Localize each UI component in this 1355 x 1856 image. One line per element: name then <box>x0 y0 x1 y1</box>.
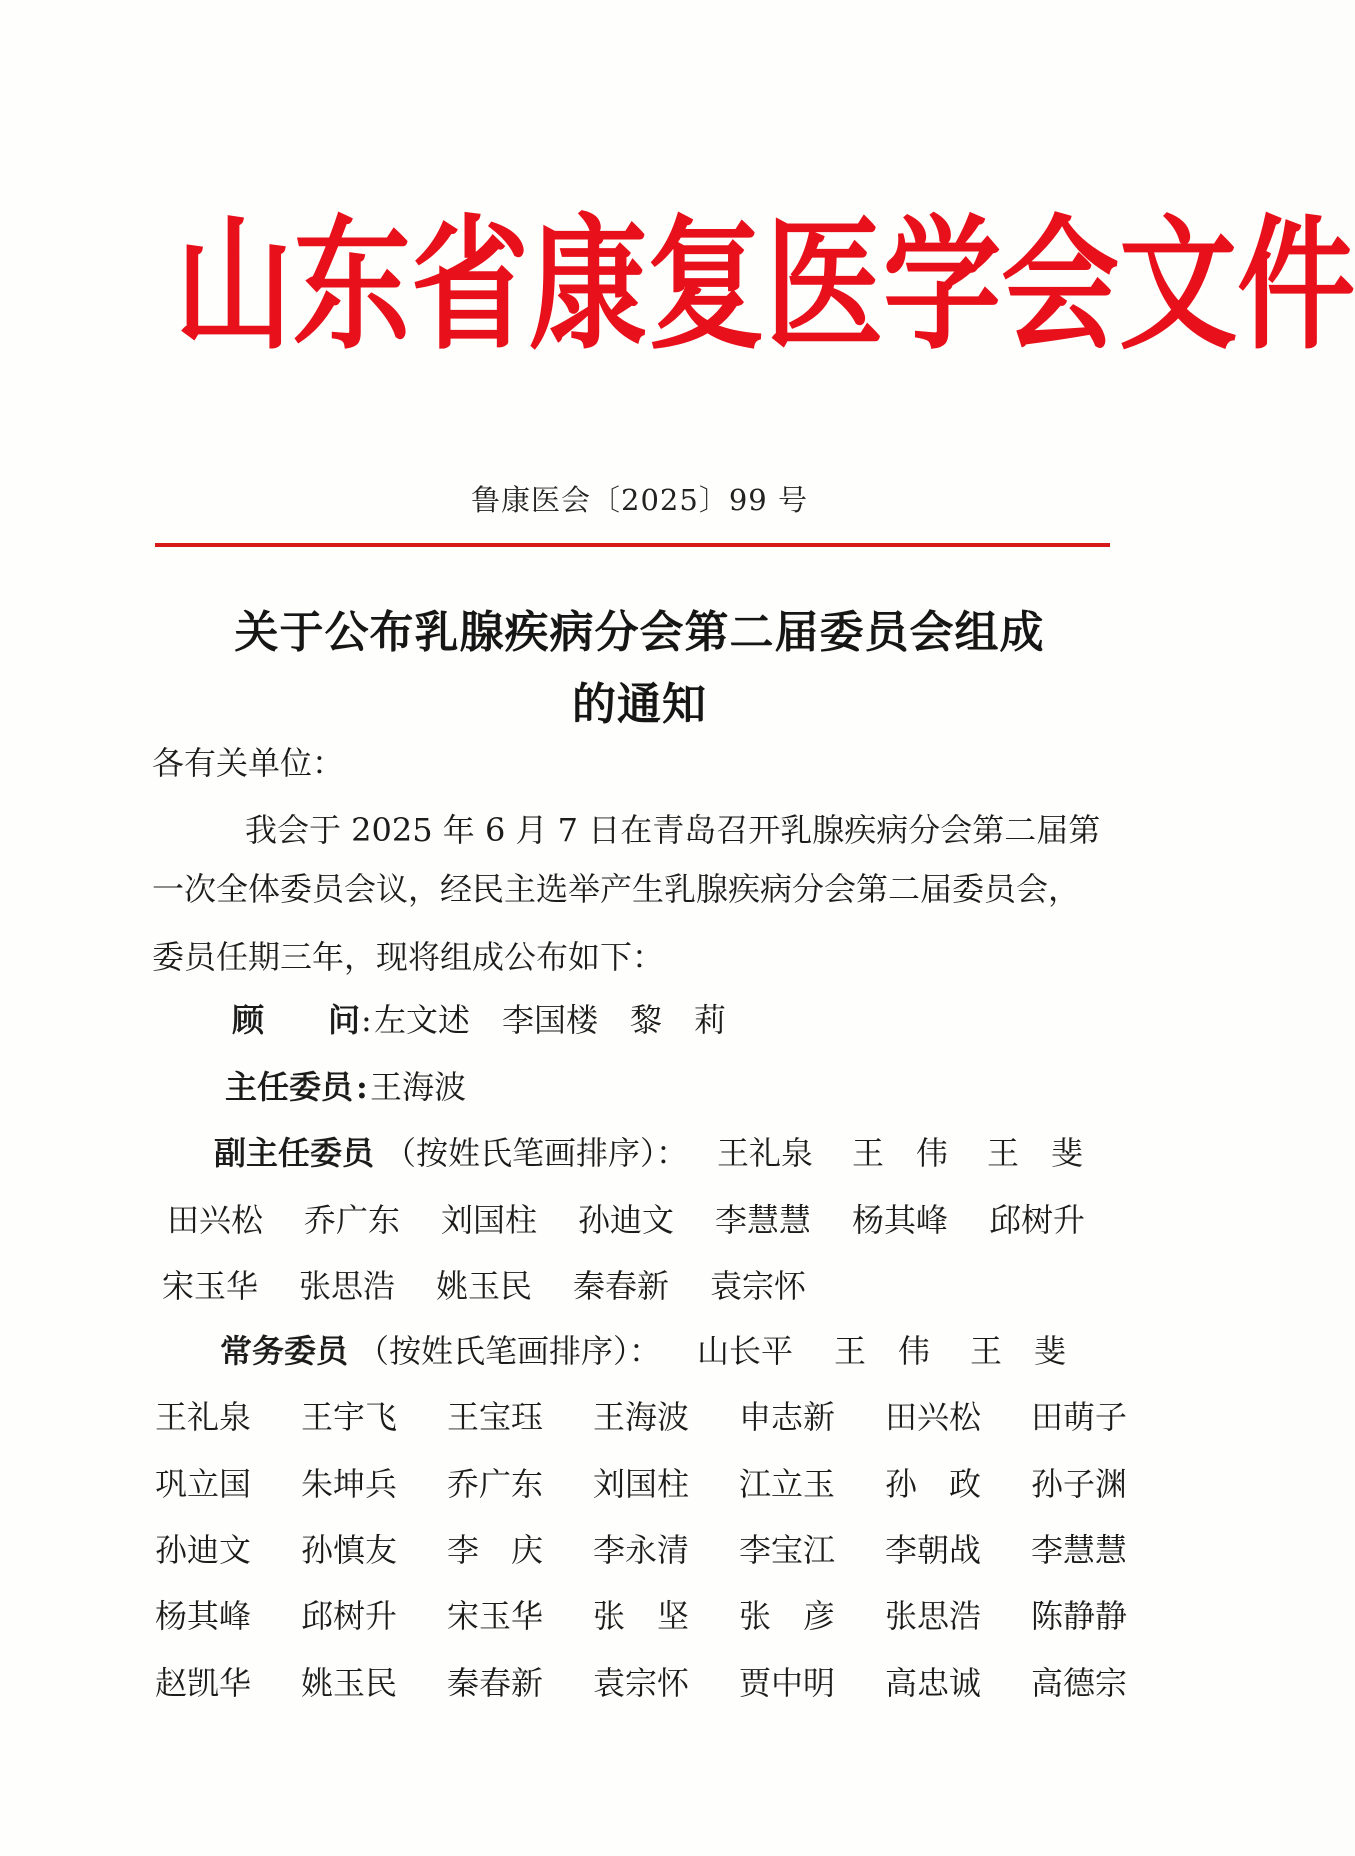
standing-member-name: 巩立国 <box>155 1465 252 1503</box>
standing-member-name: 秦春新 <box>447 1664 544 1702</box>
standing-member-name: 李永清 <box>593 1531 690 1569</box>
vice-chairs-heading-line <box>152 1131 1142 1175</box>
standing-member-name: 孙慎友 <box>301 1531 398 1569</box>
colon-glyph: : <box>356 1068 368 1106</box>
standing-member-name: 袁宗怀 <box>593 1664 690 1702</box>
vice-chair-name: 田兴松 <box>167 1201 264 1239</box>
standing-members-note: （按姓氏笔画排序）： <box>357 1332 662 1370</box>
masthead-char: 康 <box>529 200 648 370</box>
vice-chair-name: 秦春新 <box>573 1267 670 1305</box>
standing-member-name: 孙迪文 <box>155 1531 252 1569</box>
standing-member-name: 赵凯华 <box>155 1664 252 1702</box>
standing-member-name: 王海波 <box>593 1398 690 1436</box>
standing-members-heading-line <box>152 1329 1142 1373</box>
chair-line <box>152 1065 1142 1109</box>
standing-member-name: 申志新 <box>739 1398 836 1436</box>
document-number: 鲁康医会〔2025〕99 号 <box>471 483 808 517</box>
standing-member-name: 张思浩 <box>885 1597 982 1635</box>
standing-member-name: 李 庆 <box>447 1531 544 1569</box>
vice-chair-name: 李慧慧 <box>715 1201 812 1239</box>
masthead-char: 复 <box>647 200 766 370</box>
masthead-char: 件 <box>1237 200 1355 370</box>
standing-member-name: 孙 政 <box>885 1465 982 1503</box>
masthead-char: 学 <box>883 200 1002 370</box>
standing-members-row <box>155 1661 1145 1705</box>
standing-member-name: 高忠诚 <box>885 1664 982 1702</box>
standing-member-name: 王 伟 <box>834 1332 931 1370</box>
masthead-char: 会 <box>1001 200 1120 370</box>
vice-chairs-row <box>162 1264 1152 1308</box>
standing-member-name: 孙子渊 <box>1031 1465 1128 1503</box>
standing-member-name: 田兴松 <box>885 1398 982 1436</box>
standing-member-name: 田萌子 <box>1031 1398 1128 1436</box>
standing-member-name: 张 坚 <box>593 1597 690 1635</box>
standing-member-name: 贾中明 <box>739 1664 836 1702</box>
standing-members-row <box>155 1395 1145 1439</box>
vice-chair-name: 孙迪文 <box>578 1201 675 1239</box>
vice-chairs-label: 副主任委员 <box>214 1134 375 1172</box>
standing-member-name: 陈静静 <box>1031 1597 1128 1635</box>
masthead-char: 医 <box>765 200 884 370</box>
vice-chair-name: 王 斐 <box>987 1134 1084 1172</box>
red-divider-line <box>155 543 1110 547</box>
standing-member-name: 王宇飞 <box>301 1398 398 1436</box>
masthead-char: 山 <box>175 200 294 370</box>
standing-member-name: 乔广东 <box>447 1465 544 1503</box>
standing-member-name: 邱树升 <box>301 1597 398 1635</box>
vice-chair-name: 杨其峰 <box>852 1201 949 1239</box>
standing-member-name: 李慧慧 <box>1031 1531 1128 1569</box>
standing-member-name: 江立玉 <box>739 1465 836 1503</box>
body-paragraph-line-2: 一次全体委员会议，经民主选举产生乳腺疾病分会第二届委员会， <box>152 870 1081 908</box>
vice-chairs-note: （按姓氏笔画排序）： <box>384 1134 689 1172</box>
standing-members-row <box>155 1594 1145 1638</box>
standing-member-name: 王礼泉 <box>155 1398 252 1436</box>
chair-label: 主任委员 <box>225 1068 354 1106</box>
standing-member-name: 张 彦 <box>739 1597 836 1635</box>
standing-member-name: 刘国柱 <box>593 1465 690 1503</box>
vice-chair-name: 宋玉华 <box>162 1267 259 1305</box>
vice-chair-name: 刘国柱 <box>441 1201 538 1239</box>
vice-chairs-row <box>167 1198 1157 1242</box>
vice-chair-name: 邱树升 <box>989 1201 1086 1239</box>
standing-member-name: 李宝江 <box>739 1531 836 1569</box>
vice-chair-name: 姚玉民 <box>436 1267 533 1305</box>
standing-member-name: 王宝珏 <box>447 1398 544 1436</box>
masthead-char: 东 <box>293 200 412 370</box>
vice-chair-name: 乔广东 <box>304 1201 401 1239</box>
vice-chair-name: 张思浩 <box>299 1267 396 1305</box>
body-paragraph-line-1: 我会于 2025 年 6 月 7 日在青岛召开乳腺疾病分会第二届第 <box>245 811 1101 849</box>
vice-chair-name: 王礼泉 <box>717 1134 814 1172</box>
standing-member-name: 高德宗 <box>1031 1664 1128 1702</box>
advisors-label: 顾 问 <box>232 1001 361 1039</box>
standing-member-name: 姚玉民 <box>301 1664 398 1702</box>
standing-member-name: 朱坤兵 <box>301 1465 398 1503</box>
advisors-names: 左文述 李国楼 黎 莉 <box>374 1001 727 1039</box>
notice-title-line-2: 的通知 <box>572 679 707 730</box>
vice-chair-name: 王 伟 <box>852 1134 949 1172</box>
notice-title-line-1: 关于公布乳腺疾病分会第二届委员会组成 <box>234 607 1045 658</box>
body-paragraph-line-3: 委员任期三年，现将组成公布如下： <box>152 938 665 976</box>
standing-members-row <box>155 1462 1145 1506</box>
chair-name: 王海波 <box>370 1068 467 1106</box>
standing-members-label: 常务委员 <box>220 1332 349 1370</box>
standing-member-name: 山长平 <box>697 1332 794 1370</box>
masthead-title <box>175 200 1355 370</box>
salutation: 各有关单位： <box>152 744 345 782</box>
standing-member-name: 王 斐 <box>970 1332 1067 1370</box>
advisors-line <box>152 998 1142 1042</box>
standing-member-name: 宋玉华 <box>447 1597 544 1635</box>
standing-member-name: 李朝战 <box>885 1531 982 1569</box>
masthead-char: 文 <box>1119 200 1238 370</box>
masthead-char: 省 <box>411 200 530 370</box>
vice-chair-name: 袁宗怀 <box>710 1267 807 1305</box>
standing-member-name: 杨其峰 <box>155 1597 252 1635</box>
standing-members-row <box>155 1528 1145 1572</box>
colon-glyph: : <box>361 1001 372 1039</box>
